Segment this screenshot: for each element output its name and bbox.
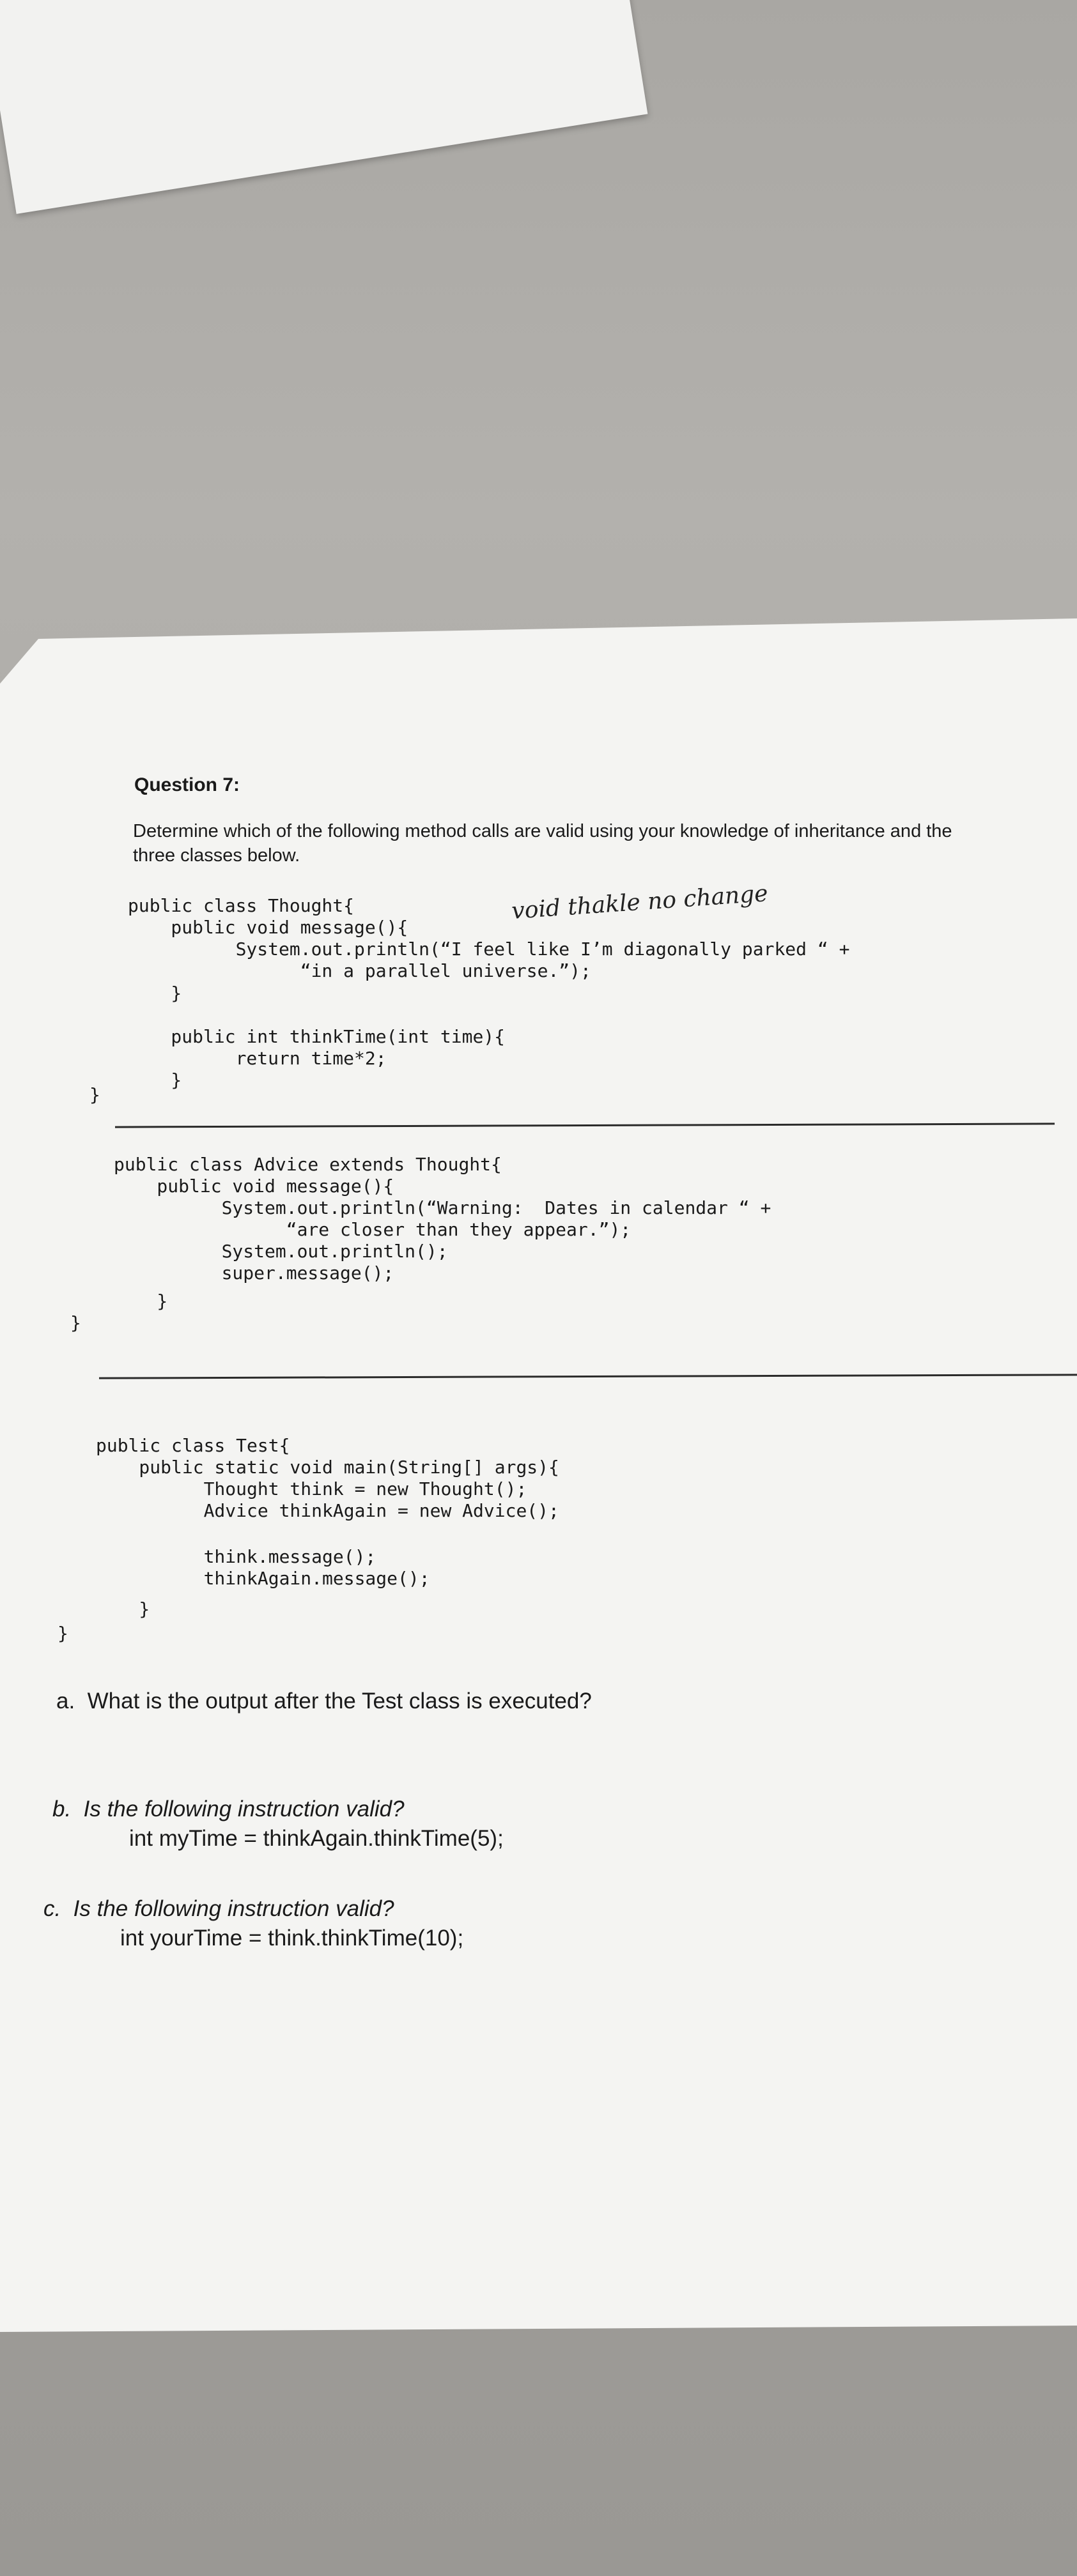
code-line: public int thinkTime(int time){ xyxy=(128,1026,506,1047)
handwritten-note: void thakle no change xyxy=(511,880,769,924)
divider-line xyxy=(115,1123,1055,1128)
code-line: thinkAgain.message(); xyxy=(96,1568,430,1589)
code-line: public void message(){ xyxy=(114,1176,394,1197)
code-line: System.out.println(“I feel like I’m diagonally parked “ + xyxy=(128,939,850,960)
code-line: System.out.println(); xyxy=(114,1241,448,1262)
code-line: public class Advice extends Thought{ xyxy=(114,1154,502,1175)
code-line: “are closer than they appear.”); xyxy=(114,1219,631,1240)
code-line: Thought think = new Thought(); xyxy=(96,1478,527,1499)
code-line: public void message(){ xyxy=(128,917,408,938)
instruction-line-1: Determine which of the following method calls are valid using your knowledge of inheritance and the xyxy=(133,821,952,841)
code-line: “in a parallel universe.”); xyxy=(128,960,591,981)
code-line: } xyxy=(70,1312,81,1333)
code-line: public class Test{ xyxy=(96,1435,290,1456)
code-line: public class Thought{ xyxy=(128,895,355,916)
divider-line xyxy=(99,1374,1077,1379)
code-line: super.message(); xyxy=(114,1262,394,1284)
code-line: public static void main(String[] args){ xyxy=(96,1457,559,1478)
code-line: return time*2; xyxy=(128,1048,387,1069)
instruction-line-2: three classes below. xyxy=(133,845,300,866)
part-b-question: b. Is the following instruction valid? xyxy=(52,1797,405,1821)
code-line: } xyxy=(89,1084,100,1105)
code-line: think.message(); xyxy=(96,1546,376,1567)
code-line: } xyxy=(128,1070,182,1091)
code-line: } xyxy=(96,1598,150,1620)
code-line: } xyxy=(128,983,182,1004)
question-title: Question 7: xyxy=(134,774,240,795)
code-line: } xyxy=(114,1291,168,1312)
code-line: } xyxy=(58,1623,68,1644)
part-b-code: int myTime = thinkAgain.thinkTime(5); xyxy=(129,1826,504,1851)
code-line: System.out.println(“Warning: Dates in calendar “ + xyxy=(114,1197,771,1218)
part-c-question: c. Is the following instruction valid? xyxy=(43,1896,394,1921)
part-a-question: a. What is the output after the Test class is executed? xyxy=(56,1689,592,1713)
code-line: Advice thinkAgain = new Advice(); xyxy=(96,1500,559,1521)
part-c-code: int yourTime = think.thinkTime(10); xyxy=(120,1926,464,1951)
